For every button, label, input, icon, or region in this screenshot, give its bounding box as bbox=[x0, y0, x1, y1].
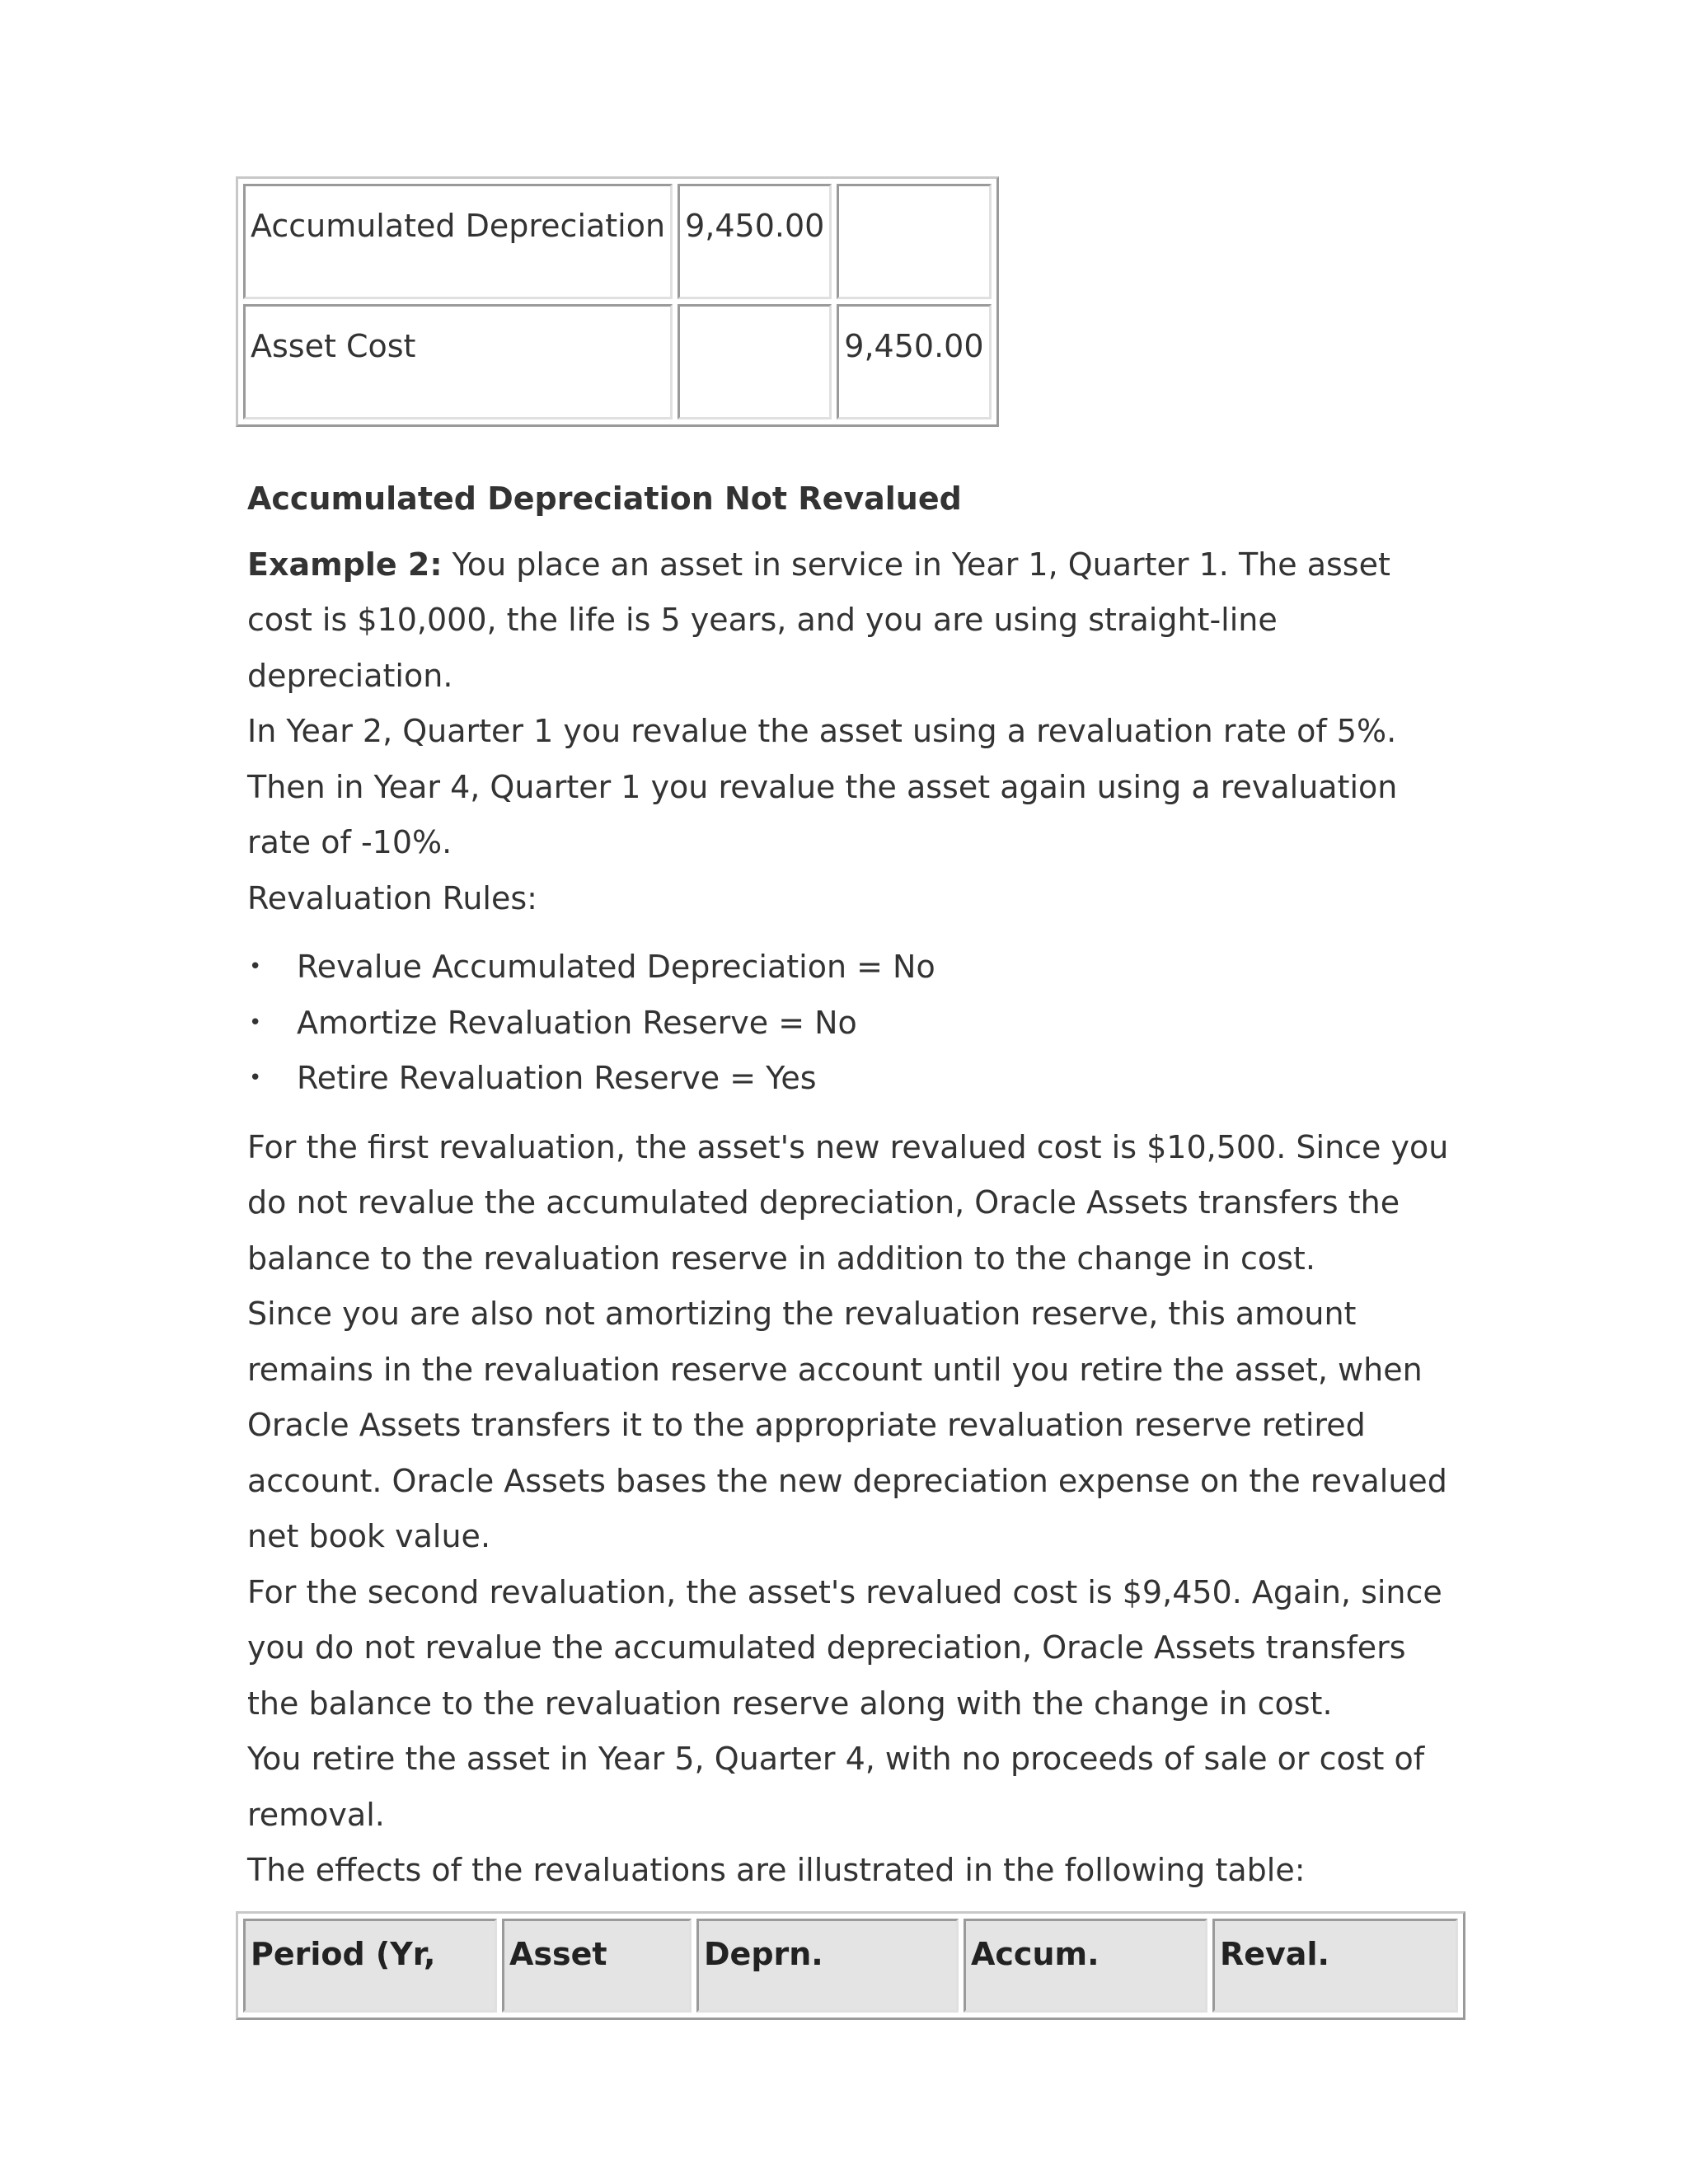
bullet-icon: • bbox=[249, 954, 262, 979]
list-item bbox=[247, 996, 1451, 1052]
credit-cell bbox=[837, 184, 991, 299]
table-intro-paragraph: The effects of the revaluations are illustrated in the following table: bbox=[247, 1852, 1306, 1888]
credit-cell: 9,450.00 bbox=[837, 304, 991, 419]
example-paragraph bbox=[247, 537, 1451, 705]
revaluation-effects-table bbox=[236, 1911, 1465, 2020]
example-label: Example 2: bbox=[247, 546, 443, 583]
list-item bbox=[247, 940, 1451, 996]
column-header-reval: Reval. bbox=[1212, 1919, 1458, 2013]
bullet-icon: • bbox=[249, 1010, 262, 1035]
rules-label: Revaluation Rules: bbox=[247, 879, 537, 916]
amortize-paragraph: Since you are also not amortizing the revaluation reserve, this amount remains in the revaluation reserve account until you retire the asset, when Oracle Assets transfers it to the appropriate revaluation reserve retired account. Oracle Assets bases the new depreciation expense on the revalued net book value. bbox=[247, 1296, 1447, 1554]
column-header-asset: Asset bbox=[502, 1919, 692, 2013]
list-item bbox=[247, 1051, 1451, 1107]
column-header-period: Period (Yr, bbox=[243, 1919, 497, 2013]
revaluation-rules-list bbox=[247, 940, 1451, 1107]
table-header-row bbox=[243, 1919, 1458, 2013]
debit-cell: 9,450.00 bbox=[678, 184, 832, 299]
main-content bbox=[247, 471, 1451, 1899]
rule-text: Revalue Accumulated Depreciation = No bbox=[297, 949, 935, 985]
revalue-paragraph: In Year 2, Quarter 1 you revalue the asset using a revaluation rate of 5%. Then in Year 4, Quarter 1 you revalue the asset again using a revaluation rate of -10%. bbox=[247, 713, 1398, 860]
journal-entry-table bbox=[236, 176, 999, 427]
account-label-cell: Accumulated Depreciation bbox=[243, 184, 673, 299]
debit-cell bbox=[678, 304, 832, 419]
example-text: You place an asset in service in Year 1, Quarter 1. The asset cost is $10,000, the life is 5 years, and you are using straight-line depreciation. bbox=[247, 546, 1390, 694]
bullet-icon: • bbox=[249, 1066, 262, 1090]
column-header-accum: Accum. bbox=[964, 1919, 1207, 2013]
account-label-cell: Asset Cost bbox=[243, 304, 673, 419]
rule-text: Retire Revaluation Reserve = Yes bbox=[297, 1060, 817, 1096]
first-revaluation-paragraph: For the first revaluation, the asset's new revalued cost is $10,500. Since you do not revalue the accumulated depreciation, Oracle Assets transfers the balance to the revaluation reserve in addition to the change in cost. bbox=[247, 1128, 1449, 1277]
column-header-deprn: Deprn. bbox=[696, 1919, 959, 2013]
section-heading: Accumulated Depreciation Not Revalued bbox=[247, 480, 962, 517]
rule-text: Amortize Revaluation Reserve = No bbox=[297, 1004, 857, 1041]
retire-paragraph: You retire the asset in Year 5, Quarter 4, with no proceeds of sale or cost of removal. bbox=[247, 1741, 1425, 1833]
table-row bbox=[243, 304, 992, 419]
table-row bbox=[243, 184, 992, 299]
second-revaluation-paragraph: For the second revaluation, the asset's revalued cost is $9,450. Again, since you do not revalue the accumulated depreciation, Oracle Assets transfers the balance to the revaluation reserve along with the change in cost. bbox=[247, 1573, 1442, 1722]
